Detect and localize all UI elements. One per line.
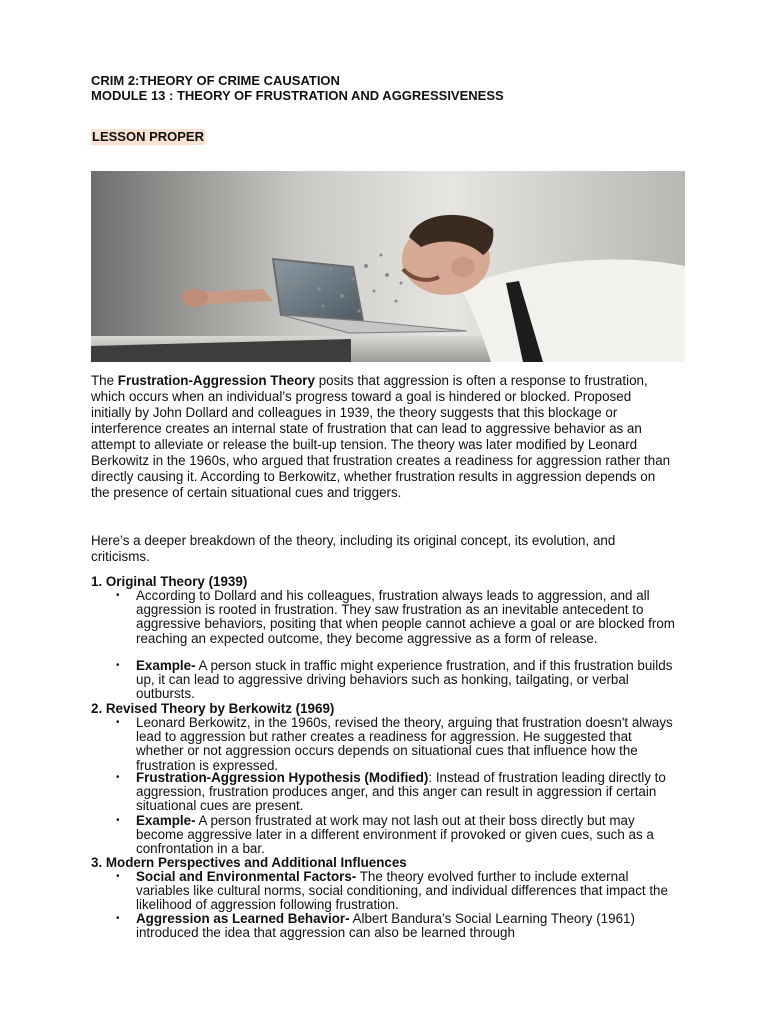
bullet-icon: • <box>116 815 120 826</box>
bullet-icon: • <box>116 871 120 882</box>
list-item: According to Dollard and his colleagues, frustration always leads to aggression, and all aggression is rooted in frustration. They saw frustration as an inevitable antecedent to aggressive behaviors, positing that when people cannot achieve a goal or are blocked from reaching an expected outcome, they become aggressive as a form of release. <box>136 588 675 646</box>
list-item: Leonard Berkowitz, in the 1960s, revised the theory, arguing that frustration doesn't always lead to aggression but rather creates a readiness for aggression. He suggested that whether or not aggression occurs depends on situational cues that influence how the frustration is expressed. <box>136 715 673 773</box>
list-item: Example- A person stuck in traffic might experience frustration, and if this frustration builds up, it can lead to aggressive driving behaviors such as honking, tailgating, or verbal outbursts. <box>136 658 673 702</box>
module-title: MODULE 13 : THEORY OF FRUSTRATION AND AGGRESSIVENESS <box>91 88 504 103</box>
list-item: Example- A person frustrated at work may not lash out at their boss directly but may become aggressive later in a different environment if provoked or given cues, such as a confrontation in a bar. <box>136 813 654 857</box>
section-heading: 1. Original Theory (1939) <box>91 574 248 589</box>
bullet-icon: • <box>116 590 120 601</box>
list-item: Social and Environmental Factors- The theory evolved further to include external variables like cultural norms, social conditioning, and individual differences that impact the likelihood of aggression following frustration. <box>136 869 668 913</box>
bullet-icon: • <box>116 772 120 783</box>
bullet-icon: • <box>116 913 120 924</box>
bullet-icon: • <box>116 660 120 671</box>
list-item: Aggression as Learned Behavior- Albert Bandura’s Social Learning Theory (1961) introduced the idea that aggression can also be learned through <box>136 911 635 941</box>
intro-paragraph: The Frustration-Aggression Theory posits that aggression is often a response to frustration, which occurs when an individual’s progress toward a goal is hindered or blocked. Proposed initially by John Dollard and colleagues in 1939, the theory suggests that this blockage or interference creates an internal state of frustration that can lead to aggressive behavior as an attempt to alleviate or release the built-up tension. The theory was later modified by Leonard Berkowitz in the 1960s, who argued that frustration creates a readiness for aggression rather than directly causing it. According to Berkowitz, whether frustration results in aggression depends on the presence of certain situational cues and triggers. <box>91 373 671 500</box>
section-heading: 2. Revised Theory by Berkowitz (1969) <box>91 701 335 716</box>
theory-name: Frustration-Aggression Theory <box>117 373 315 388</box>
breakdown-paragraph: Here’s a deeper breakdown of the theory, including its original concept, its evolution, and criticisms. <box>91 533 616 564</box>
frustrated-man-laptop-photo <box>91 171 685 362</box>
list-item: Frustration-Aggression Hypothesis (Modified): Instead of frustration leading directly to aggression, frustration produces anger, and this anger can result in aggression if certain situational cues are present. <box>136 770 666 814</box>
lesson-proper-heading: LESSON PROPER <box>92 129 204 144</box>
course-title: CRIM 2:THEORY OF CRIME CAUSATION <box>91 73 340 88</box>
bullet-icon: • <box>116 717 120 728</box>
section-heading: 3. Modern Perspectives and Additional Influences <box>91 855 407 870</box>
